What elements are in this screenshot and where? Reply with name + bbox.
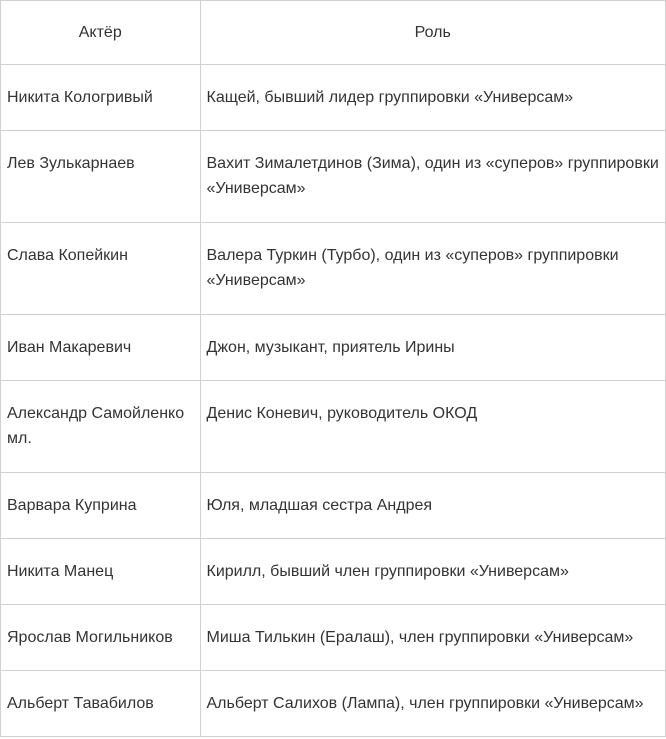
role-cell [200, 223, 666, 315]
role-cell [200, 131, 666, 223]
actor-name: Никита Кологривый [7, 89, 153, 106]
role-cell [200, 65, 666, 131]
actor-name: Слава Копейкин [7, 247, 128, 264]
actor-name: Варвара Куприна [7, 497, 137, 514]
header-actor: Актёр [1, 1, 201, 65]
actor-cell [1, 671, 201, 737]
actor-name: Альберт Тавабилов [7, 695, 154, 712]
actor-name: Иван Макаревич [7, 339, 132, 356]
actor-cell [1, 315, 201, 381]
role-text: Кирилл, бывший член группировки «Универсам» [206, 563, 569, 580]
role-text: Вахит Зималетдинов (Зима), один из «суперов» группировки «Универсам» [206, 155, 659, 197]
table-row [1, 539, 666, 605]
role-text: Альберт Салихов (Лампа), член группировки «Универсам» [206, 695, 644, 712]
role-text: Миша Тилькин (Ералаш), член группировки «Универсам» [206, 629, 634, 646]
role-text: Юля, младшая сестра Андрея [206, 497, 433, 514]
actor-cell [1, 65, 201, 131]
role-text: Джон, музыкант, приятель Ирины [206, 339, 455, 356]
table-row [1, 473, 666, 539]
table-header-row [1, 1, 666, 65]
actor-name: Александр Самойленко мл. [7, 405, 185, 447]
actor-cell [1, 605, 201, 671]
actor-cell [1, 381, 201, 473]
actor-name: Ярослав Могильников [7, 629, 173, 646]
table-row [1, 381, 666, 473]
role-cell [200, 315, 666, 381]
table-row [1, 315, 666, 381]
actor-cell [1, 539, 201, 605]
role-text: Валера Туркин (Турбо), один из «суперов» группировки «Универсам» [206, 247, 619, 289]
actor-cell [1, 223, 201, 315]
table-row [1, 671, 666, 737]
role-cell [200, 671, 666, 737]
role-cell [200, 605, 666, 671]
role-text: Денис Коневич, руководитель ОКОД [206, 405, 478, 422]
table-row [1, 131, 666, 223]
actor-cell [1, 473, 201, 539]
actor-name: Лев Зулькарнаев [7, 155, 135, 172]
role-cell [200, 539, 666, 605]
header-role: Роль [200, 1, 666, 65]
actor-cell [1, 131, 201, 223]
table-row [1, 605, 666, 671]
actor-name: Никита Манец [7, 563, 114, 580]
table-row [1, 65, 666, 131]
role-cell [200, 473, 666, 539]
role-text: Кащей, бывший лидер группировки «Универсам» [206, 89, 574, 106]
table-row [1, 223, 666, 315]
role-cell [200, 381, 666, 473]
